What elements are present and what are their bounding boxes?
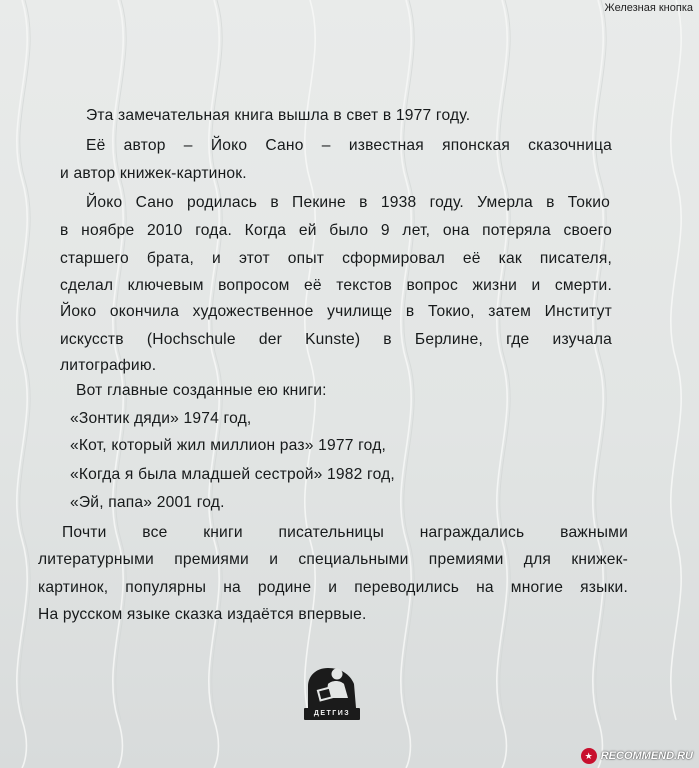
text-line: картинок, популярны на родине и переводились на многие языки. bbox=[38, 579, 628, 596]
recommend-logo-icon: ★ bbox=[581, 748, 597, 764]
text-line: Эта замечательная книга вышла в свет в 1977 году. bbox=[86, 107, 471, 124]
text-line: Её автор – Йоко Сано – известная японская сказочница bbox=[86, 137, 612, 154]
site-label: Железная кнопка bbox=[604, 2, 693, 14]
text-line: Вот главные созданные ею книги: bbox=[76, 382, 327, 399]
reading-child-logo-icon bbox=[304, 662, 360, 708]
book-list-item: «Когда я была младшей сестрой» 1982 год, bbox=[70, 466, 395, 483]
text-line: Йоко Сано родилась в Пекине в 1938 году. Умерла в Токио bbox=[86, 194, 610, 211]
text-line: Йоко окончила художественное училище в Токио, затем Институт bbox=[60, 303, 612, 320]
publisher-name: ДЕТГИЗ bbox=[304, 708, 360, 720]
recommend-watermark bbox=[581, 748, 693, 764]
book-list-item: «Зонтик дяди» 1974 год, bbox=[70, 410, 252, 427]
text-line: На русском языке сказка издаётся впервые. bbox=[38, 606, 367, 623]
text-line: Почти все книги писательницы награждались важными bbox=[62, 524, 628, 541]
text-line: и автор книжек-картинок. bbox=[60, 165, 247, 182]
book-list-item: «Эй, папа» 2001 год. bbox=[70, 494, 225, 511]
publisher-logo bbox=[304, 662, 360, 720]
text-line: старшего брата, и этот опыт сформировал её как писателя, bbox=[60, 250, 612, 267]
watermark-text: RECOMMEND.RU bbox=[600, 750, 693, 762]
text-line: литературными премиями и специальными премиями для книжек- bbox=[38, 551, 628, 568]
text-line: искусств (Hochschule der Kunste) в Берлине, где изучала bbox=[60, 331, 612, 348]
book-list-item: «Кот, который жил миллион раз» 1977 год, bbox=[70, 437, 387, 454]
text-line: литографию. bbox=[60, 357, 157, 374]
text-line: сделал ключевым вопросом её текстов вопрос жизни и смерти. bbox=[60, 277, 612, 294]
text-line: в ноябре 2010 года. Когда ей было 9 лет, она потеряла своего bbox=[60, 222, 612, 239]
